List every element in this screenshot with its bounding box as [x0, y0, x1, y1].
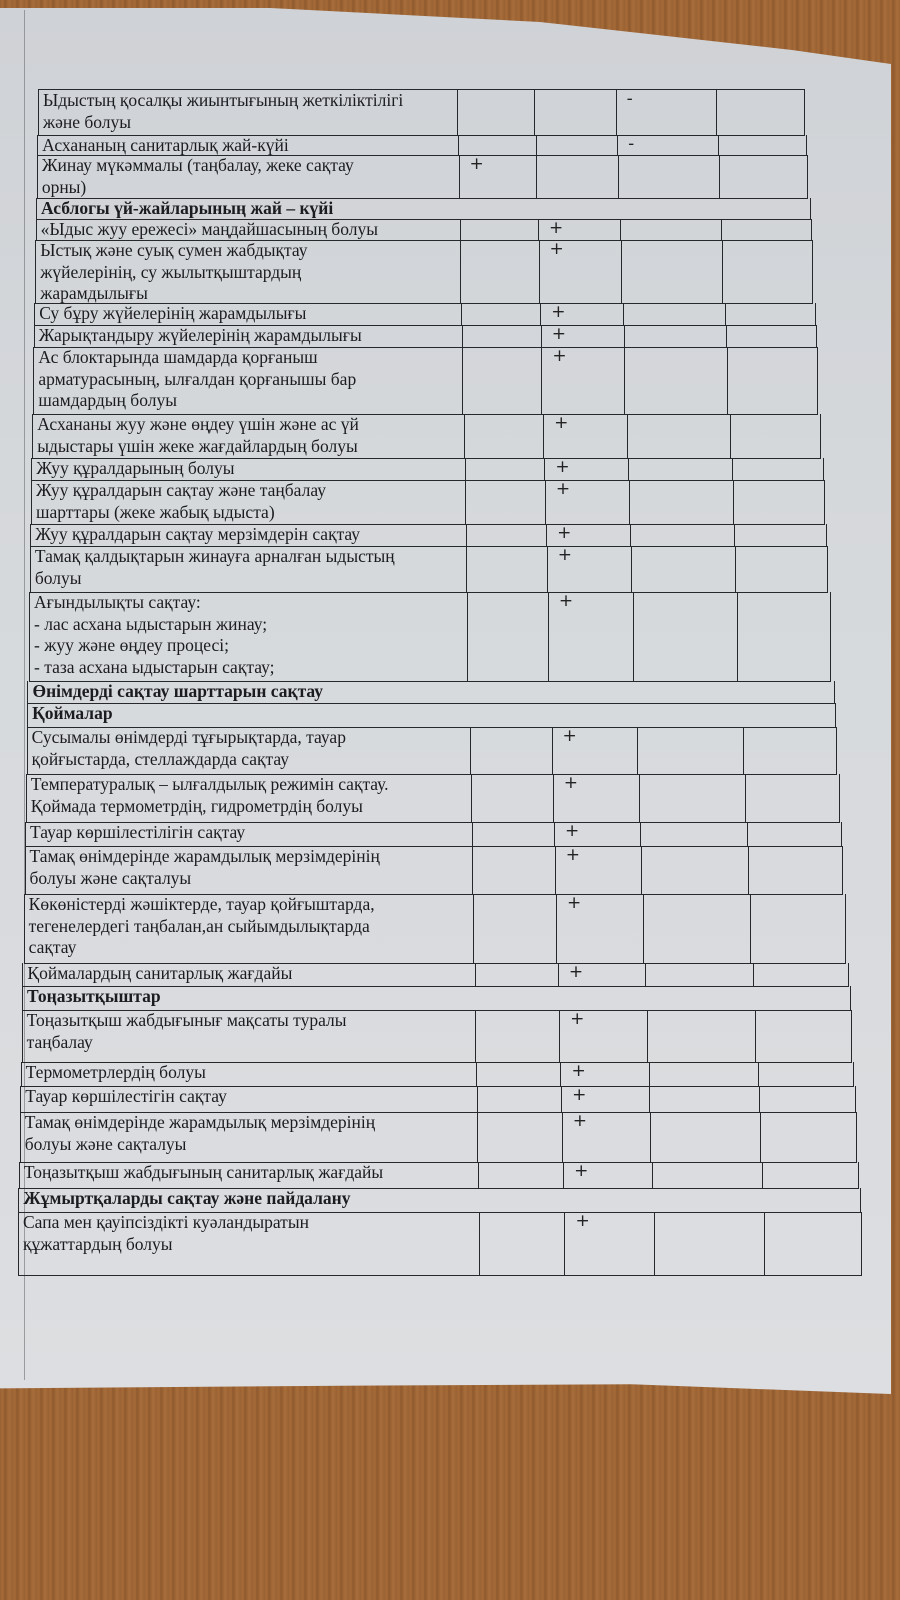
mark-cell-1: [459, 135, 537, 155]
mark-cell-2: [565, 1212, 654, 1275]
mark-cell-3: [653, 1162, 763, 1188]
table-row: [36, 219, 812, 241]
mark-cell-3: [644, 894, 751, 963]
mark-cell-4: [733, 458, 823, 480]
mark-cell-4: [756, 1010, 850, 1062]
plus-mark: +: [565, 821, 580, 841]
mark-cell-2: [537, 135, 618, 155]
plus-mark: +: [565, 845, 580, 865]
mark-cell-4: [735, 524, 826, 546]
mark-cell-1: [467, 546, 547, 592]
plus-mark: +: [551, 324, 567, 344]
criterion-text: Тауар көршілестілігін сақтау: [26, 822, 473, 846]
mark-cell-4: [734, 480, 824, 524]
table-row: [37, 155, 809, 199]
table-row: [24, 894, 846, 964]
mark-cell-2: [541, 303, 624, 325]
mark-cell-2: [556, 846, 643, 894]
mark-cell-3: [650, 1062, 759, 1086]
criterion-text: Ыстық және суық сумен жабдықтау жүйелерінің, су жылытқыштардың жарамдылығы: [36, 240, 461, 303]
plus-mark: +: [575, 1211, 590, 1231]
criterion-text: Тоңазытқыш жабдығының санитарлық жағдайы: [20, 1162, 480, 1188]
criterion-text: Температуралық – ылғалдылық режимін сақтау. Қоймада термометрдің, гидрометрдің болуы: [27, 774, 472, 822]
mark-cell-2: [547, 524, 631, 546]
mark-cell-1: [474, 894, 557, 963]
table-row: [21, 1062, 855, 1087]
mark-cell-4: [722, 219, 810, 240]
section-header-row: [22, 986, 851, 1011]
mark-cell-4: [746, 774, 839, 822]
criterion-text: Сусымалы өнімдерді тұғырықтарда, тауар қойғыстарда, стеллаждарда сақтау: [28, 727, 471, 774]
mark-cell-1: [479, 1162, 564, 1188]
section-header-row: [27, 681, 835, 704]
plus-mark: +: [552, 346, 567, 366]
table-row: [19, 1162, 860, 1189]
table-row: [27, 727, 838, 775]
mark-cell-2: [535, 90, 616, 135]
criterion-text: Көкөністерді жәшіктерде, тауар қойғыштарда, тегенелердегі таңбалан,ан сыйымдылықтарда сақтау: [25, 894, 474, 963]
table-row: [32, 414, 821, 459]
mark-cell-4: [744, 727, 836, 774]
mark-cell-2: [554, 774, 640, 822]
mark-cell-3: [618, 135, 719, 155]
section-title: Тоңазытқыштар: [27, 986, 161, 1006]
mark-cell-4: [738, 592, 829, 681]
mark-cell-2: [542, 325, 625, 347]
section-header-row: [36, 198, 810, 220]
plus-mark: +: [574, 1161, 589, 1181]
plus-mark: +: [555, 479, 571, 499]
mark-cell-4: [717, 90, 804, 135]
mark-cell-2: [542, 347, 625, 414]
table-row: [20, 1086, 855, 1113]
criterion-text: Сапа мен қауіпсіздікті куәландыратын құжаттардың болуы: [19, 1212, 480, 1275]
mark-cell-1: [466, 480, 546, 524]
section-title: Асблогы үй-жайларының жай – күйі: [41, 198, 334, 218]
table-row: [25, 822, 842, 847]
plus-mark: +: [570, 1009, 585, 1029]
mark-cell-1: [461, 240, 539, 303]
mark-cell-3: [655, 1212, 765, 1275]
mark-cell-3: [631, 524, 735, 546]
mark-cell-2: [540, 240, 622, 303]
criterion-text: «Ыдыс жуу ережесі» маңдайшасының болуы: [37, 219, 461, 240]
mark-cell-3: [648, 1010, 756, 1062]
plus-mark: +: [572, 1085, 587, 1105]
section-title: Өнімдерді сақтау шарттарын сақтау: [32, 681, 324, 701]
mark-cell-2: [557, 894, 644, 963]
mark-cell-4: [728, 347, 817, 414]
table-row: [34, 303, 816, 326]
mark-cell-3: [621, 219, 722, 240]
plus-mark: +: [548, 218, 564, 238]
plus-mark: +: [572, 1111, 588, 1131]
mark-cell-3: [625, 347, 728, 414]
mark-cell-1: [478, 1086, 562, 1112]
mark-cell-1: [473, 846, 556, 894]
table-row: [30, 546, 828, 593]
criterion-text: Жуу құралдарын сақтау мерзімдерін сақтау: [31, 524, 467, 546]
mark-cell-2: [553, 727, 639, 774]
criterion-text: Тамақ қалдықтарын жинауға арналған ыдыстың болуы: [31, 546, 467, 592]
mark-cell-3: [629, 458, 733, 480]
mark-cell-3: [622, 240, 724, 303]
criterion-text: Қоймалардың санитарлық жағдайы: [23, 963, 475, 986]
mark-cell-4: [763, 1162, 859, 1188]
mark-cell-3: [642, 846, 749, 894]
mark-cell-1: [471, 727, 553, 774]
mark-cell-1: [460, 155, 538, 198]
section-header-row: [27, 703, 836, 728]
mark-cell-4: [736, 546, 827, 592]
mark-cell-3: [625, 325, 727, 347]
dash-mark: -: [628, 134, 635, 154]
criterion-text: Жинау мүкәммалы (таңбалау, жеке сақтау орны): [38, 155, 460, 198]
table-row: [31, 458, 823, 481]
mark-cell-4: [765, 1212, 861, 1275]
criterion-text: Асхананы жуу және өңдеу үшін және ас үй ыдыстары үшін жеке жағдайлардың болуы: [33, 414, 464, 458]
mark-cell-2: [563, 1112, 652, 1162]
criterion-text: Тауар көршілестігін сақтау: [21, 1086, 478, 1112]
mark-cell-3: [634, 592, 739, 681]
criterion-text: Асхананың санитарлық жай-күйі: [38, 135, 459, 155]
mark-cell-4: [760, 1086, 855, 1112]
table-row: [22, 963, 849, 987]
table-row: [37, 135, 807, 156]
plus-mark: +: [563, 773, 579, 793]
mark-cell-1: [461, 219, 539, 240]
mark-cell-2: [546, 480, 630, 524]
mark-cell-2: [562, 1086, 650, 1112]
mark-cell-2: [561, 1062, 649, 1086]
mark-cell-4: [751, 894, 844, 963]
mark-cell-2: [564, 1162, 653, 1188]
mark-cell-4: [723, 240, 811, 303]
criterion-text: Ас блоктарында шамдарда қорғаныш арматурасының, ылғалдан қорғанышы бар шамдардың болуы: [34, 347, 463, 414]
mark-cell-4: [749, 846, 842, 894]
mark-cell-2: [537, 155, 619, 198]
table-row: [31, 480, 825, 525]
criterion-text: Су бұру жүйелерінің жарамдылығы: [35, 303, 462, 325]
mark-cell-4: [761, 1112, 856, 1162]
mark-cell-1: [476, 963, 559, 986]
plus-mark: +: [551, 302, 566, 322]
table-row: [38, 89, 805, 136]
table-row: [18, 1212, 862, 1276]
section-title: Жұмыртқаларды сақтау және пайдалану: [23, 1188, 351, 1208]
criterion-text: Тамақ өнімдерінде жарамдылық мерзімдерінің болуы және сақталуы: [21, 1112, 479, 1162]
mark-cell-1: [467, 524, 547, 546]
mark-cell-1: [463, 325, 542, 347]
mark-cell-3: [641, 822, 748, 846]
mark-cell-3: [646, 963, 754, 986]
mark-cell-2: [555, 822, 641, 846]
mark-cell-4: [727, 325, 816, 347]
mark-cell-1: [468, 592, 549, 681]
table-row: [25, 846, 844, 895]
mark-cell-1: [463, 347, 542, 414]
mark-cell-4: [754, 963, 848, 986]
criterion-text: Жарықтандыру жүйелерінің жарамдылығы: [35, 325, 463, 347]
criterion-text: Жуу құралдарын сақтау және таңбалау шарттары (жеке жабық ыдыста): [32, 480, 466, 524]
mark-cell-4: [731, 414, 821, 458]
plus-mark: +: [568, 962, 584, 982]
mark-cell-1: [458, 90, 535, 135]
mark-cell-3: [632, 546, 736, 592]
table-row: [22, 1010, 852, 1063]
mark-cell-3: [650, 1086, 759, 1112]
mark-cell-4: [719, 135, 807, 155]
mark-cell-3: [640, 774, 746, 822]
mark-cell-3: [651, 1112, 760, 1162]
mark-cell-2: [560, 1010, 648, 1062]
table-row: [20, 1112, 857, 1163]
section-header-row: [18, 1188, 860, 1213]
dash-mark: -: [626, 89, 633, 109]
table-row: [30, 524, 827, 547]
criterion-text: Тоңазытқыш жабдығынығ мақсаты туралы таңбалау: [23, 1010, 477, 1062]
table-row: [34, 325, 817, 348]
mark-cell-4: [720, 155, 808, 198]
criterion-text: Жуу құралдарының болуы: [32, 458, 465, 480]
table-row: [33, 347, 818, 415]
mark-cell-4: [748, 822, 841, 846]
mark-cell-1: [473, 822, 555, 846]
plus-mark: +: [562, 726, 577, 746]
mark-cell-2: [548, 546, 632, 592]
mark-cell-3: [619, 155, 720, 198]
mark-cell-2: [545, 458, 629, 480]
table-row: [29, 592, 830, 682]
plus-mark: +: [566, 893, 582, 913]
mark-cell-3: [638, 727, 744, 774]
plus-mark: +: [557, 523, 572, 543]
criterion-text: Тамақ өнімдерінде жарамдылық мерзімдерінің болуы және сақталуы: [26, 846, 474, 894]
mark-cell-4: [726, 303, 815, 325]
plus-mark: +: [554, 413, 569, 433]
plus-mark: +: [571, 1061, 586, 1081]
mark-cell-1: [478, 1112, 562, 1162]
mark-cell-4: [759, 1062, 854, 1086]
mark-cell-1: [466, 458, 546, 480]
section-title: Қоймалар: [32, 703, 113, 723]
plus-mark: +: [557, 545, 572, 565]
table-row: [35, 240, 812, 304]
mark-cell-3: [630, 480, 734, 524]
mark-cell-3: [624, 303, 726, 325]
plus-mark: +: [555, 457, 570, 477]
criterion-text: Термометрлердің болуы: [22, 1062, 478, 1086]
mark-cell-1: [477, 1062, 561, 1086]
criterion-text: Ағындылықты сақтау: - лас асхана ыдыстарын жинау; - жуу және өңдеу процесі; - таза асхана ыдыстарын сақтау;: [30, 592, 468, 681]
mark-cell-2: [549, 592, 634, 681]
mark-cell-1: [465, 414, 545, 458]
mark-cell-3: [617, 90, 717, 135]
mark-cell-1: [462, 303, 541, 325]
mark-cell-1: [480, 1212, 565, 1275]
table-row: [26, 774, 840, 823]
mark-cell-1: [472, 774, 554, 822]
plus-mark: +: [549, 239, 564, 259]
criterion-text: Ыдыстың қосалқы жиынтығының жеткіліктілігі және болуы: [39, 90, 458, 135]
mark-cell-2: [544, 414, 627, 458]
plus-mark: +: [469, 154, 484, 174]
mark-cell-1: [476, 1010, 560, 1062]
mark-cell-3: [628, 414, 731, 458]
plus-mark: +: [558, 591, 574, 611]
mark-cell-2: [559, 963, 646, 986]
mark-cell-2: [539, 219, 621, 240]
